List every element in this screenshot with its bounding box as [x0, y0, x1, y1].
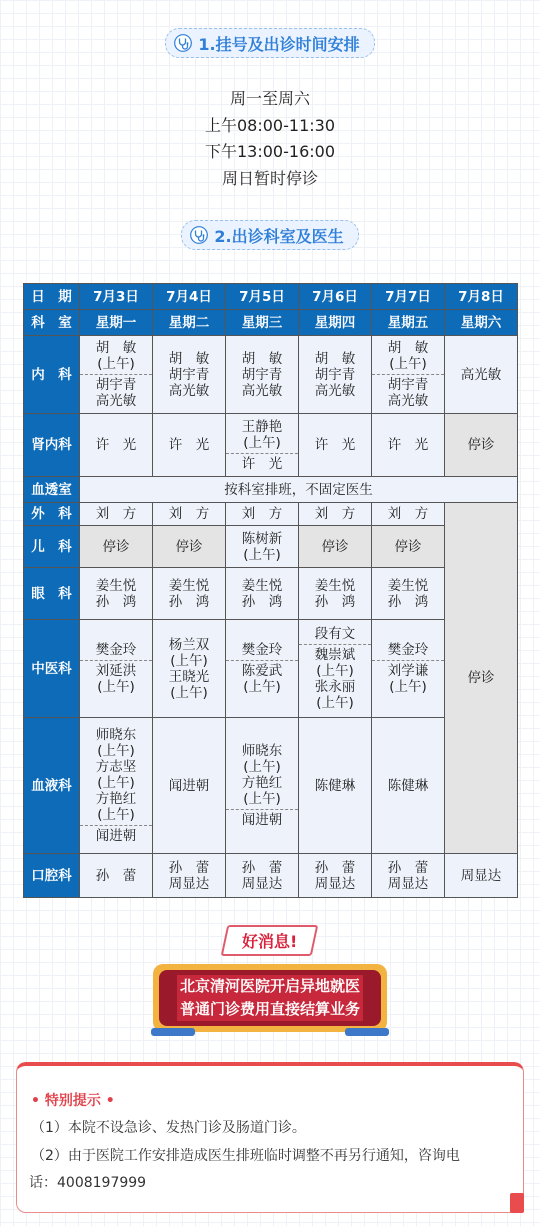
dept-name: 外 科 [24, 503, 80, 526]
cell-segment [299, 576, 371, 612]
cell-segment [226, 529, 298, 565]
schedule-cell [153, 568, 226, 620]
date-cell: 7月6日 [299, 284, 372, 310]
schedule-cell: 按科室排班，不固定医生 [80, 477, 518, 503]
doctor-line: 魏崇斌 [314, 647, 356, 663]
notice-item: （2）由于医院工作安排造成医生排班临时调整不再另行通知，咨询电 [31, 1148, 460, 1164]
schedule-table [23, 283, 518, 898]
doctor-line: (上午) [389, 679, 427, 695]
doctor-line: 闻进朝 [95, 828, 137, 844]
hours-line: 周一至周六 [229, 89, 310, 108]
doctor-line: (上午) [243, 434, 281, 451]
row-shenneike [24, 414, 518, 477]
row-xueyeke [24, 718, 518, 854]
schedule-cell [80, 503, 153, 526]
section-title-doctors [0, 220, 540, 250]
doctor-line: 孙 鸿 [241, 593, 283, 610]
schedule-cell [226, 620, 299, 718]
section-title-schedule [0, 28, 540, 58]
doctor-line: 胡 敏 [168, 350, 210, 367]
schedule-cell [226, 718, 299, 854]
doctor-line: 停诊 [102, 538, 130, 555]
good-news-banner [153, 964, 387, 1032]
weekday-cell: 星期四 [299, 310, 372, 336]
row-erke [24, 526, 518, 568]
doctor-line: 姜生悦 [241, 577, 283, 594]
cell-segment [80, 660, 152, 697]
weekday-cell: 星期三 [226, 310, 299, 336]
doctor-line: 孙 鸿 [387, 593, 429, 610]
doctor-line: (上午) [243, 759, 281, 775]
cell-segment [80, 537, 152, 557]
doctor-line: 胡 敏 [387, 340, 429, 356]
doctor-line: 孙 蕾 [387, 859, 429, 876]
date-cell: 7月5日 [226, 284, 299, 310]
cell-segment [372, 435, 444, 455]
schedule-cell [80, 718, 153, 854]
special-notice [16, 1062, 524, 1213]
doctor-line: 高光敏 [314, 382, 356, 399]
doctor-line: (上午) [243, 679, 281, 695]
cell-segment [372, 504, 444, 524]
cell-segment [226, 453, 298, 474]
cell-segment [299, 644, 371, 713]
cell-segment [153, 435, 225, 455]
section-pill [181, 220, 358, 250]
dept-name: 血液科 [24, 718, 80, 854]
schedule-cell [299, 718, 372, 854]
cell-segment [153, 635, 225, 703]
doctor-line: 王静艳 [241, 418, 283, 435]
cell-segment [153, 504, 225, 524]
schedule-cell [80, 526, 153, 568]
cell-segment [226, 741, 298, 809]
doctor-line: 杨兰双 [168, 636, 210, 653]
doctor-line: 周显达 [241, 875, 283, 892]
weekday-cell: 星期六 [445, 310, 518, 336]
schedule-cell [372, 414, 445, 477]
doctor-line: 陈树新 [241, 530, 283, 547]
doctor-line: 方艳红 [241, 775, 283, 791]
doctor-line: 孙 鸿 [168, 593, 210, 610]
cell-segment [299, 624, 371, 644]
cell-segment [226, 809, 298, 830]
row-waike [24, 503, 518, 526]
doctor-line: 孙 蕾 [95, 867, 137, 884]
date-row [24, 284, 518, 310]
doctor-line: 高光敏 [168, 382, 210, 399]
doctor-line: 停诊 [467, 437, 495, 453]
doctor-line: (上午) [243, 546, 281, 563]
doctor-line: (上午) [97, 743, 135, 759]
cell-segment [226, 640, 298, 660]
doctor-line: 刘学谦 [387, 663, 429, 679]
doctor-line: 樊金玲 [387, 642, 429, 658]
doctor-line: (上午) [97, 775, 135, 791]
doctor-line: 周显达 [387, 875, 429, 892]
cell-segment [299, 776, 371, 796]
schedule-cell [80, 336, 153, 414]
doctor-line: 周显达 [460, 867, 502, 884]
cell-segment [372, 374, 444, 411]
cell-segment [299, 349, 371, 401]
doctor-line: 孙 鸿 [314, 593, 356, 610]
hours-line: 周日暂时停诊 [221, 168, 318, 188]
doctor-line: 胡 敏 [95, 340, 137, 356]
doctor-line: 停诊 [321, 538, 349, 555]
row-kouqiangke [24, 854, 518, 898]
doctor-line: 孙 蕾 [314, 859, 356, 876]
banner-text-box [159, 970, 381, 1026]
date-label: 日 期 [24, 284, 80, 310]
cell-segment [445, 435, 517, 455]
cell-segment [372, 858, 444, 894]
doctor-line: 刘 方 [387, 506, 429, 522]
row-neike [24, 336, 518, 414]
doctor-line: 高光敏 [95, 393, 137, 409]
doctor-line: (上午) [316, 663, 354, 679]
doctor-line: 许 光 [314, 437, 356, 453]
cell-segment [372, 537, 444, 557]
cell-segment [80, 338, 152, 374]
doctor-line: 姜生悦 [387, 577, 429, 594]
doctor-line: 段有文 [314, 626, 356, 642]
doctor-line: (上午) [97, 807, 135, 823]
doctor-line: 高光敏 [460, 366, 502, 383]
schedule-cell [80, 414, 153, 477]
doctor-line: 孙 鸿 [95, 593, 137, 610]
doctor-line: (上午) [97, 356, 135, 372]
dept-name: 中医科 [24, 620, 80, 718]
banner-line: 普通门诊费用直接结算业务 [177, 998, 363, 1021]
doctor-line: 胡 敏 [314, 350, 356, 367]
doctor-line: 许 光 [241, 455, 283, 472]
doctor-line: 陈健琳 [387, 777, 429, 794]
cell-segment [153, 776, 225, 796]
banner-ribbon-right [345, 1028, 389, 1036]
doctor-line: 樊金玲 [95, 642, 137, 658]
doctor-line: 师晓东 [241, 743, 283, 759]
banner-ribbon-left [151, 1028, 195, 1036]
doctor-line: (上午) [243, 791, 281, 807]
dept-name: 口腔科 [24, 854, 80, 898]
schedule-cell [445, 854, 518, 898]
schedule-cell [372, 620, 445, 718]
cell-segment [372, 576, 444, 612]
weekday-cell: 星期二 [153, 310, 226, 336]
cell-segment [372, 660, 444, 697]
schedule-cell [299, 568, 372, 620]
dept-name: 眼 科 [24, 568, 80, 620]
schedule-cell [226, 336, 299, 414]
section-pill [165, 28, 374, 58]
cell-segment [80, 374, 152, 411]
cell-segment [226, 858, 298, 894]
date-cell: 7月3日 [80, 284, 153, 310]
cell-segment [372, 640, 444, 660]
doctor-line: 刘 方 [95, 506, 137, 522]
schedule-cell [372, 718, 445, 854]
doctor-line: 闻进朝 [168, 777, 210, 794]
good-news-badge-wrap [0, 925, 540, 956]
doctor-line: 刘 方 [314, 506, 356, 522]
doctor-line: 停诊 [394, 538, 422, 555]
cell-segment [80, 640, 152, 660]
schedule-cell [372, 526, 445, 568]
schedule-cell [80, 854, 153, 898]
schedule-cell [299, 854, 372, 898]
cell-segment [153, 349, 225, 401]
weekday-cell: 星期一 [80, 310, 153, 336]
cell-segment [226, 576, 298, 612]
schedule-cell [153, 620, 226, 718]
doctor-line: 刘延洪 [95, 663, 137, 679]
cell-segment [80, 576, 152, 612]
cell-segment [299, 537, 371, 557]
doctor-line: (上午) [316, 695, 354, 711]
schedule-cell [226, 503, 299, 526]
schedule-cell [153, 526, 226, 568]
weekday-row [24, 310, 518, 336]
date-cell: 7月8日 [445, 284, 518, 310]
doctor-line: (上午) [97, 679, 135, 695]
weekday-cell: 星期五 [372, 310, 445, 336]
doctor-line: 胡 敏 [241, 350, 283, 367]
schedule-cell [372, 568, 445, 620]
schedule-cell [153, 854, 226, 898]
doctor-line: 胡宇青 [314, 366, 356, 383]
doctor-line: 方艳红 [95, 791, 137, 807]
cell-segment [80, 825, 152, 846]
cell-segment [153, 537, 225, 557]
doctor-line: (上午) [389, 356, 427, 372]
date-cell: 7月4日 [153, 284, 226, 310]
cell-segment [299, 504, 371, 524]
schedule-cell-sat-closed: 停诊 [445, 503, 518, 854]
doctor-line: 停诊 [175, 538, 203, 555]
stethoscope-icon [190, 226, 208, 244]
row-xuetoushi [24, 477, 518, 503]
cell-segment [445, 866, 517, 886]
cell-segment [299, 858, 371, 894]
cell-segment [80, 866, 152, 886]
doctor-line: 姜生悦 [314, 577, 356, 594]
doctor-line: 孙 蕾 [241, 859, 283, 876]
doctor-line: 周显达 [168, 875, 210, 892]
dept-name: 内 科 [24, 336, 80, 414]
hours-line: 上午08:00-11:30 [205, 115, 335, 135]
doctor-line: 胡宇青 [168, 366, 210, 383]
cell-segment [80, 504, 152, 524]
doctor-line: 闻进朝 [241, 812, 283, 828]
dept-name: 儿 科 [24, 526, 80, 568]
good-news-badge [221, 925, 319, 956]
doctor-line: 胡宇青 [95, 377, 137, 393]
schedule-cell [445, 336, 518, 414]
doctor-line: 陈爱武 [241, 663, 283, 679]
schedule-cell [153, 414, 226, 477]
doctor-line: 方志坚 [95, 759, 137, 775]
doctor-line: 师晓东 [95, 727, 137, 743]
schedule-cell [80, 620, 153, 718]
doctor-line: 姜生悦 [95, 577, 137, 594]
cell-segment [153, 576, 225, 612]
schedule-cell [372, 336, 445, 414]
section-title-text: 1.挂号及出诊时间安排 [198, 34, 360, 54]
schedule-cell [299, 526, 372, 568]
doctor-line: 高光敏 [387, 393, 429, 409]
schedule-cell [226, 854, 299, 898]
doctor-line: 姜生悦 [168, 577, 210, 594]
row-zhongyike [24, 620, 518, 718]
doctor-line: 陈健琳 [314, 777, 356, 794]
dept-label: 科 室 [24, 310, 80, 336]
cell-segment [226, 504, 298, 524]
doctor-line: 孙 蕾 [168, 859, 210, 876]
doctor-line: 许 光 [168, 437, 210, 453]
doctor-line: 周显达 [314, 875, 356, 892]
section-title-text: 2.出诊科室及医生 [214, 226, 344, 246]
doctor-line: 张永丽 [314, 679, 356, 695]
good-news-badge-text: 好消息! [242, 932, 298, 951]
doctor-line: 刘 方 [168, 506, 210, 522]
page-fold-icon [510, 1193, 524, 1213]
doctor-line: (上午) [170, 684, 208, 701]
doctor-line: 胡宇青 [387, 377, 429, 393]
schedule-cell [226, 568, 299, 620]
cell-segment [80, 725, 152, 825]
schedule-cell [226, 414, 299, 477]
cell-segment [445, 365, 517, 385]
cell-segment [153, 858, 225, 894]
notice-title: • 特别提示 • [31, 1093, 115, 1109]
doctor-line: 许 光 [387, 437, 429, 453]
doctor-line: 高光敏 [241, 382, 283, 399]
clinic-hours [0, 86, 540, 192]
notice-item: （1）本院不设急诊、发热门诊及肠道门诊。 [31, 1120, 306, 1136]
doctor-line: 刘 方 [241, 506, 283, 522]
doctor-line: 樊金玲 [241, 642, 283, 658]
doctor-line: 许 光 [95, 437, 137, 453]
notice-item-cont: 话：4008197999 [29, 1175, 147, 1191]
date-cell: 7月7日 [372, 284, 445, 310]
doctor-line: 王晓光 [168, 668, 210, 685]
cell-segment [226, 660, 298, 697]
schedule-cell [299, 503, 372, 526]
schedule-cell [299, 336, 372, 414]
schedule-cell [299, 414, 372, 477]
banner-line: 北京清河医院开启异地就医 [177, 975, 363, 998]
doctor-line: 胡宇青 [241, 366, 283, 383]
cell-segment [372, 776, 444, 796]
cell-segment [299, 435, 371, 455]
hours-line: 下午13:00-16:00 [205, 142, 335, 161]
schedule-cell [226, 526, 299, 568]
schedule-cell [153, 336, 226, 414]
cell-segment [226, 349, 298, 401]
schedule-cell [372, 854, 445, 898]
cell-segment [226, 417, 298, 453]
schedule-cell [445, 414, 518, 477]
schedule-cell [299, 620, 372, 718]
schedule-cell [372, 503, 445, 526]
cell-segment [372, 338, 444, 374]
schedule-cell [80, 568, 153, 620]
stethoscope-icon [174, 34, 192, 52]
schedule-cell [153, 718, 226, 854]
doctor-line: (上午) [170, 652, 208, 669]
cell-segment [80, 435, 152, 455]
dept-name: 血透室 [24, 477, 80, 503]
dept-name: 肾内科 [24, 414, 80, 477]
row-yanke [24, 568, 518, 620]
schedule-cell [153, 503, 226, 526]
